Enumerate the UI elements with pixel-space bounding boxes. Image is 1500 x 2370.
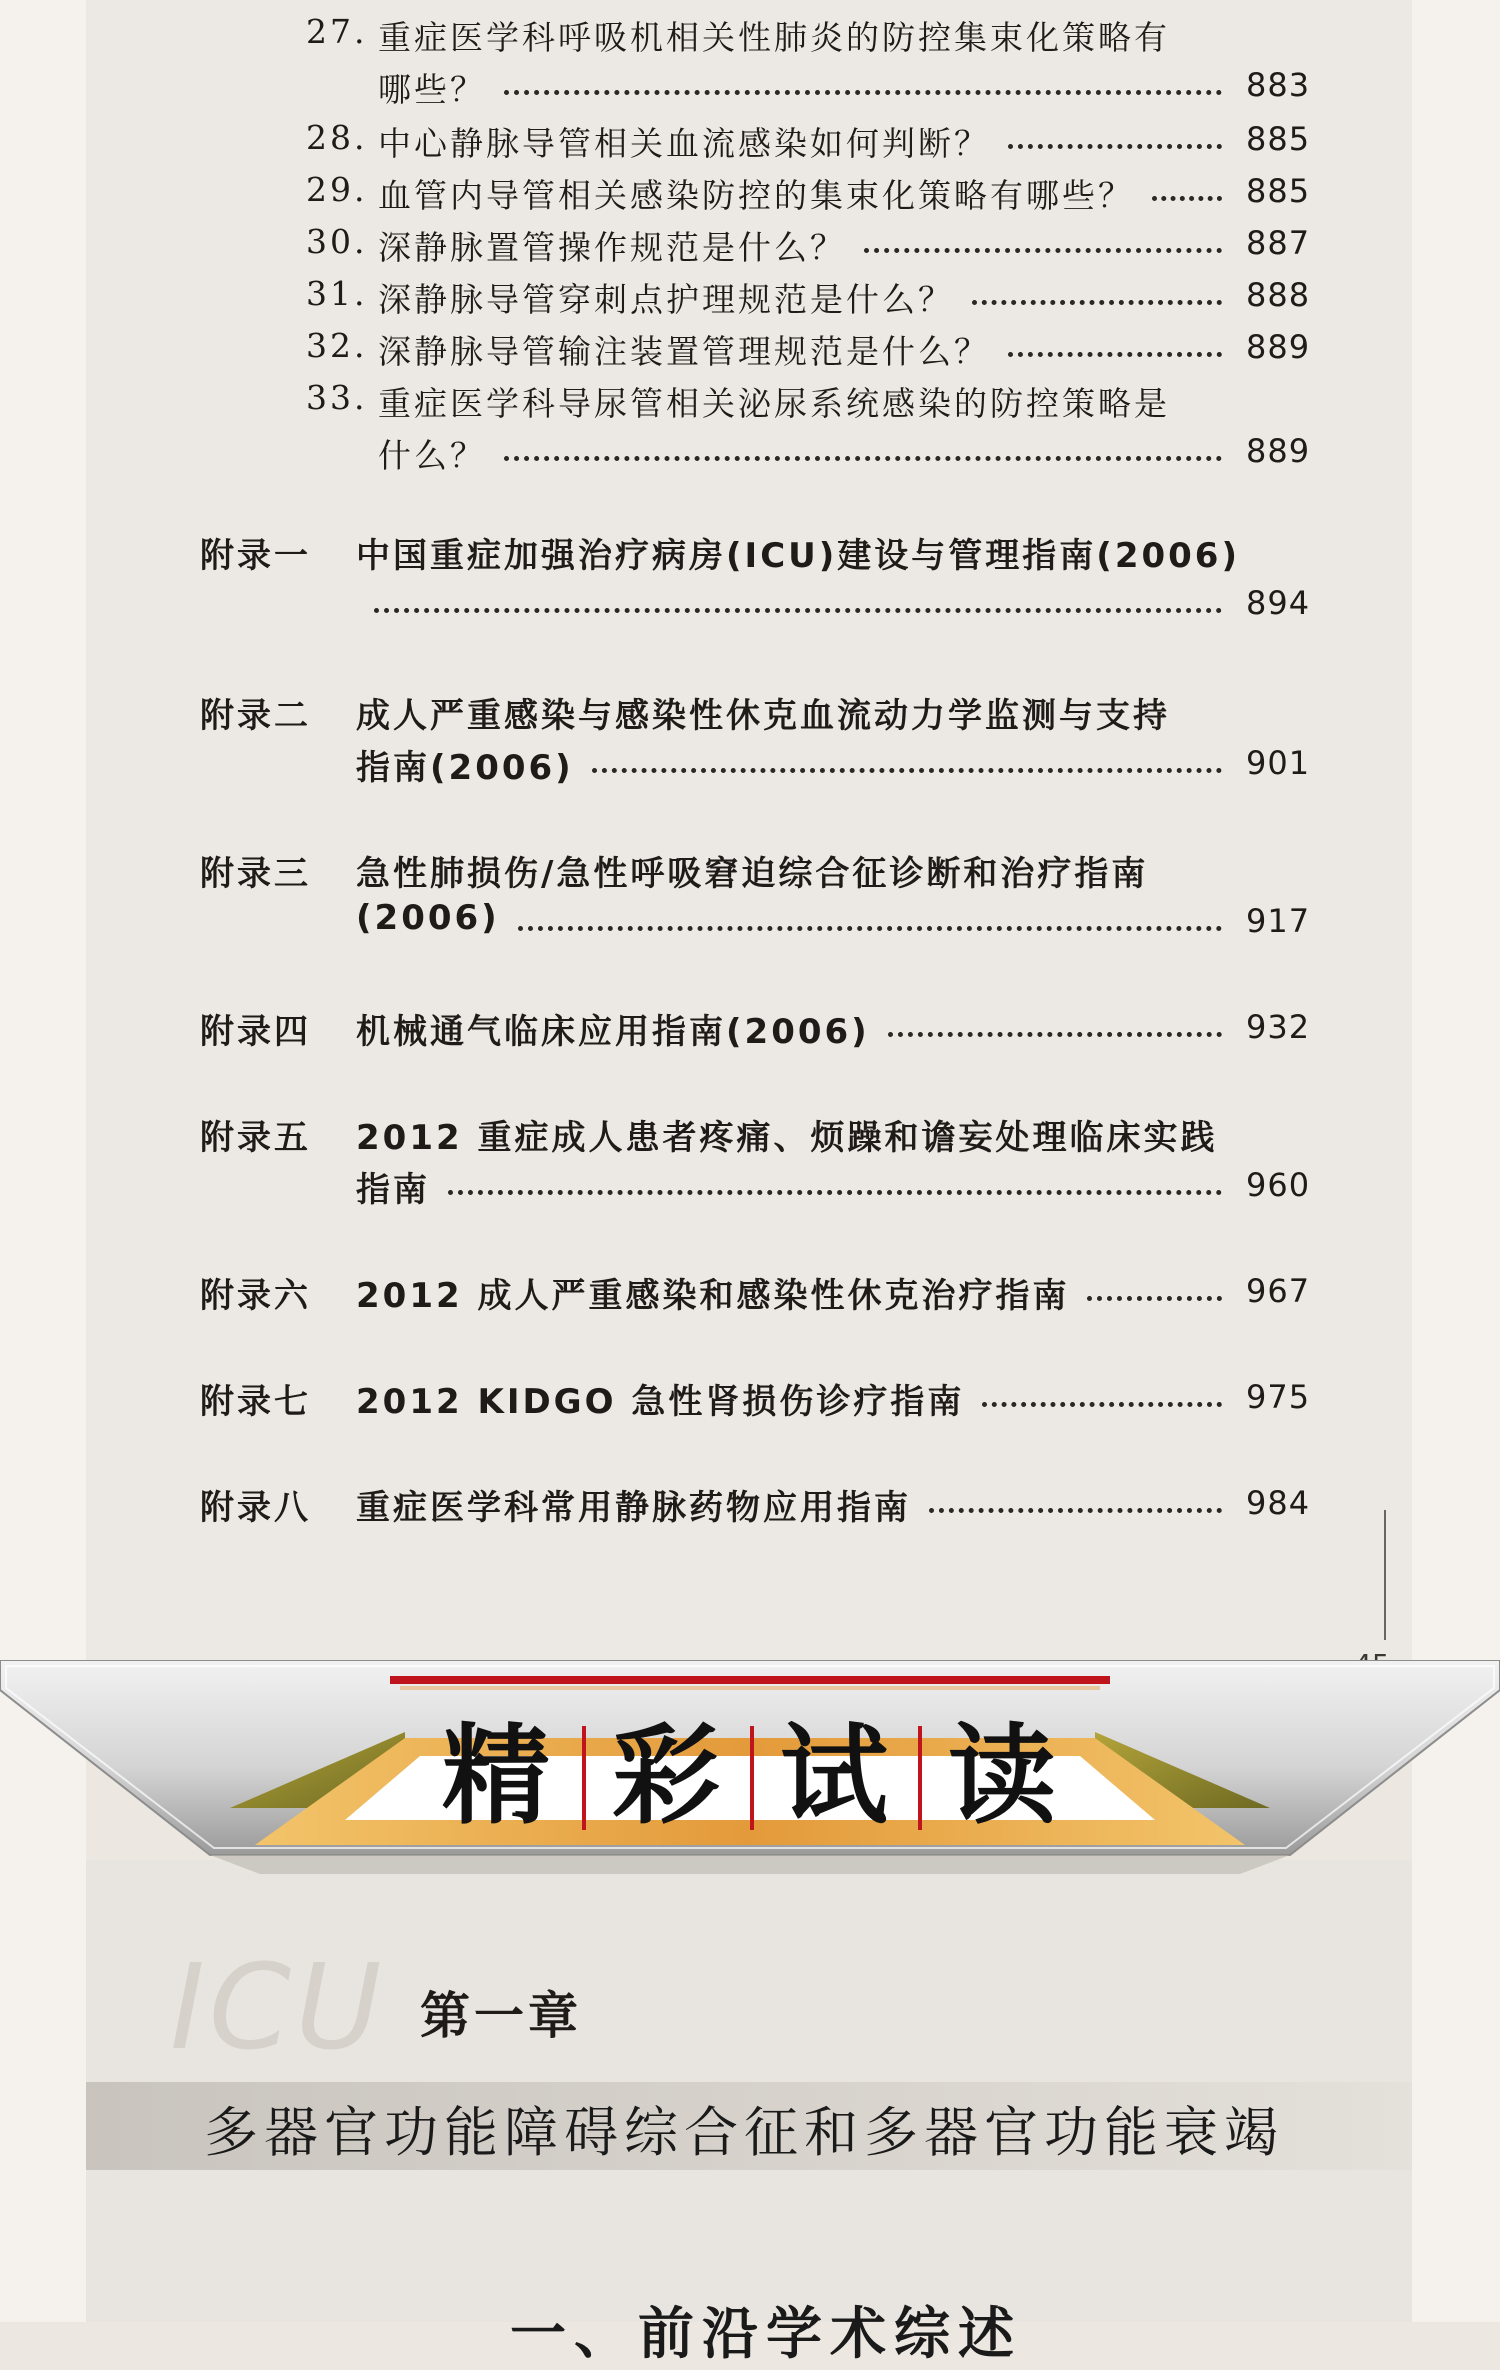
toc-leader-dots [864,248,1222,253]
toc-page-number: 901 [1246,744,1311,782]
toc-entry-text: 深静脉置管操作规范是什么？ [378,228,846,267]
toc-entry-text: 什么？ [378,436,486,475]
toc-page-number: 889 [1246,328,1311,366]
toc-entry-text: 哪些？ [378,70,486,109]
toc-page-number: 984 [1246,1484,1311,1522]
toc-entry-number: 32. [306,326,368,365]
toc-entry-text: 深静脉导管穿刺点护理规范是什么？ [378,280,954,319]
toc-entry-number: 27. [306,12,368,51]
toc-entry-text: 深静脉导管输注装置管理规范是什么？ [378,332,990,371]
toc-page-number: 889 [1246,432,1311,470]
toc-leader-dots [518,926,1222,931]
appendix-title: 中国重症加强治疗病房(ICU)建设与管理指南(2006) [356,536,1240,576]
banner-separator [750,1726,754,1830]
appendix-title: 指南 [356,1170,430,1210]
toc-page-number: 967 [1246,1272,1311,1310]
toc-leader-dots [1008,352,1222,357]
toc-leader-dots [888,1032,1222,1037]
banner-char: 读 [948,1714,1057,1839]
chapter-title: 多器官功能障碍综合征和多器官功能衰竭 [204,2101,1284,2164]
appendix-label: 附录四 [200,1012,311,1052]
toc-page-number: 975 [1246,1378,1311,1416]
toc-leader-dots [972,300,1222,305]
toc-leader-dots [374,608,1222,613]
appendix-label: 附录一 [200,536,311,576]
appendix-label: 附录二 [200,696,311,736]
appendix-label: 附录八 [200,1488,311,1528]
appendix-label: 附录七 [200,1382,311,1422]
toc-leader-dots [448,1190,1222,1195]
appendix-title: 重症医学科常用静脉药物应用指南 [356,1488,911,1528]
banner-title [0,1712,1500,1842]
icu-watermark: ICU [170,1938,386,2076]
left-margin [0,0,86,2322]
toc-page-number: 932 [1246,1008,1311,1046]
banner-char: 试 [780,1714,889,1839]
toc-page-number: 894 [1246,584,1311,622]
toc-entry-text: 重症医学科呼吸机相关性肺炎的防控集束化策略有 [378,18,1170,57]
toc-entry-number: 31. [306,274,368,313]
section-heading: 一、前沿学术综述 [510,2302,1022,2367]
appendix-title: 急性肺损伤/急性呼吸窘迫综合征诊断和治疗指南 [356,854,1149,894]
toc-page-number: 960 [1246,1166,1311,1204]
banner-char: 彩 [612,1714,721,1839]
appendix-title: 2012 重症成人患者疼痛、烦躁和谵妄处理临床实践 [356,1118,1218,1158]
appendix-title: 成人严重感染与感染性休克血流动力学监测与支持 [356,696,1170,736]
banner-char: 精 [442,1714,551,1839]
appendix-title: 机械通气临床应用指南(2006) [356,1012,870,1052]
appendix-title: 2012 KIDGO 急性肾损伤诊疗指南 [356,1382,965,1422]
appendix-title: (2006) [356,898,500,938]
toc-leader-dots [1152,196,1222,201]
toc-entry-text: 血管内导管相关感染防控的集束化策略有哪些？ [378,176,1134,215]
chapter-number: 第一章 [420,1987,582,2045]
toc-entry-number: 29. [306,170,368,209]
toc-leader-dots [982,1402,1222,1407]
banner-separator [918,1726,922,1830]
toc-entry-number: 30. [306,222,368,261]
banner-separator [582,1726,586,1830]
toc-page-number: 883 [1246,66,1311,104]
toc-leader-dots [592,768,1222,773]
margin-rule [1384,1510,1386,1640]
toc-page-number: 885 [1246,172,1311,210]
appendix-label: 附录六 [200,1276,311,1316]
toc-entry-number: 33. [306,378,368,417]
appendix-title: 2012 成人严重感染和感染性休克治疗指南 [356,1276,1070,1316]
toc-entry-text: 中心静脉导管相关血流感染如何判断？ [378,124,990,163]
toc-page-number: 917 [1246,902,1311,940]
toc-leader-dots [929,1508,1222,1513]
toc-page-number: 888 [1246,276,1311,314]
right-margin [1412,0,1500,2322]
toc-leader-dots [504,456,1222,461]
toc-entry-number: 28. [306,118,368,157]
toc-leader-dots [1087,1296,1222,1301]
appendix-label: 附录五 [200,1118,311,1158]
toc-page-number: 887 [1246,224,1311,262]
toc-page-number: 885 [1246,120,1311,158]
toc-leader-dots [504,90,1222,95]
appendix-title: 指南(2006) [356,748,574,788]
appendix-label: 附录三 [200,854,311,894]
toc-entry-text: 重症医学科导尿管相关泌尿系统感染的防控策略是 [378,384,1170,423]
toc-leader-dots [1008,144,1222,149]
